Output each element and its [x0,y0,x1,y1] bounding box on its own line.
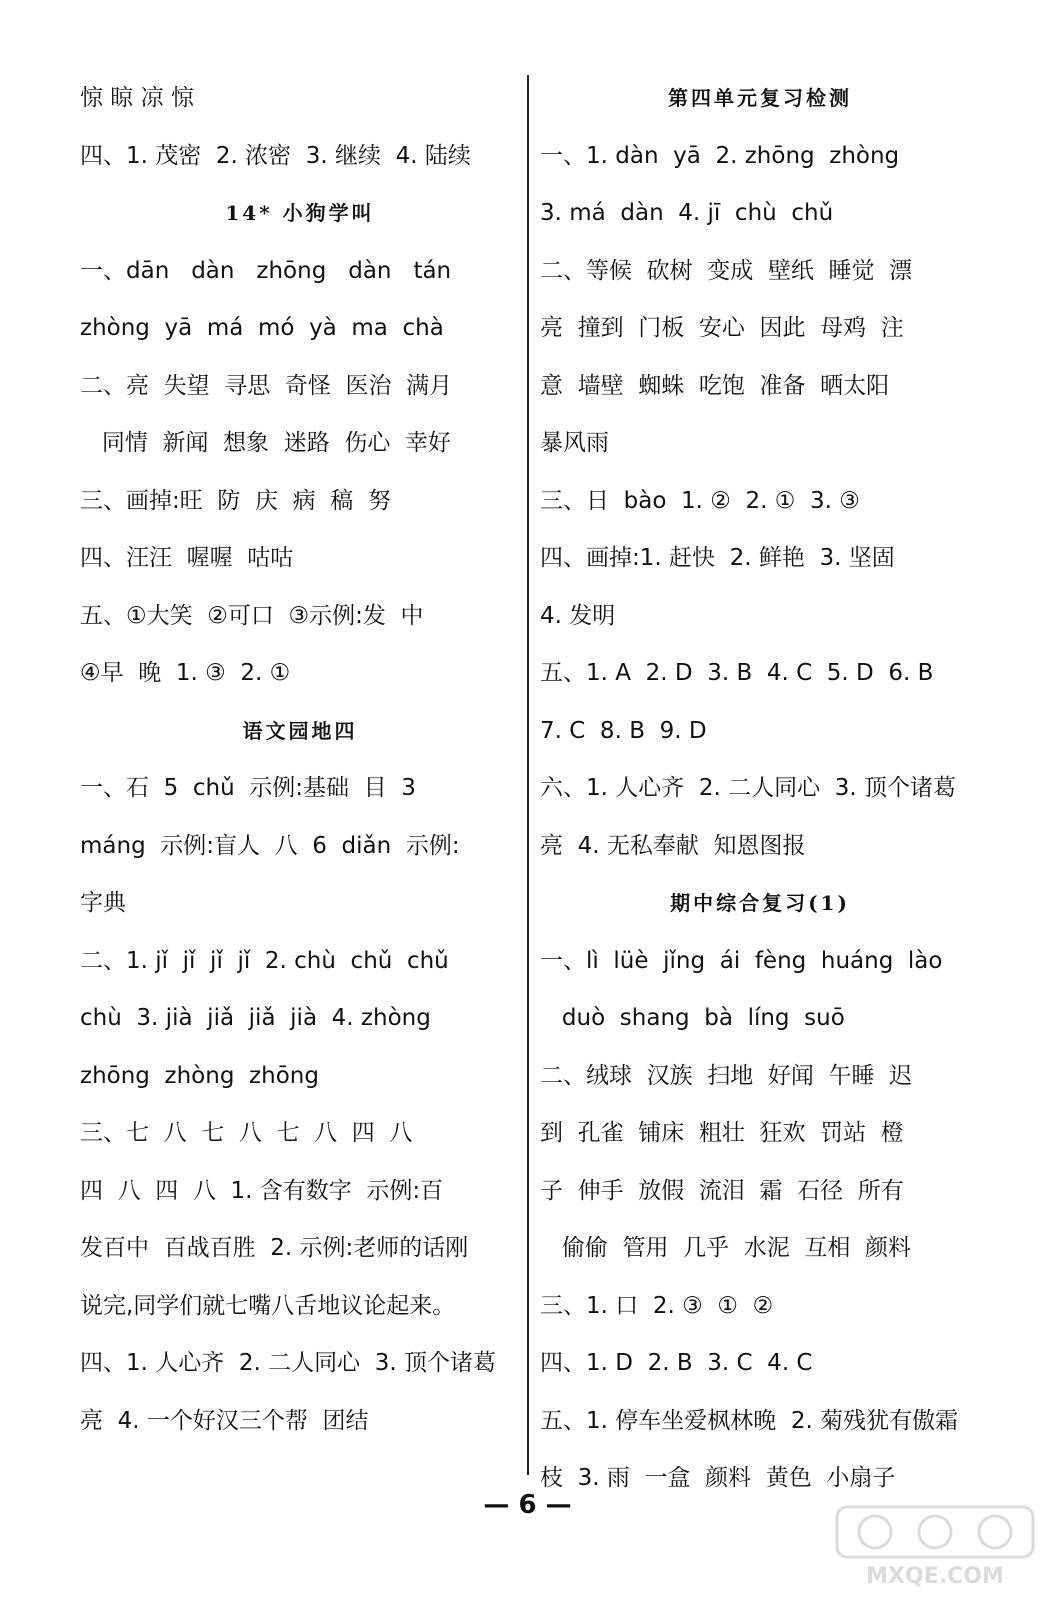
answer-line: 三、画掉:旺 防 庆 病 稿 努 [80,487,391,514]
answer-line: 亮 撞到 门板 安心 因此 母鸡 注 [540,315,904,341]
answer-line: 到 孔雀 铺床 粗壮 狂欢 罚站 橙 [540,1120,904,1146]
answer-line: 三、七 八 七 八 七 八 四 八 [80,1120,413,1146]
watermark-logo [835,1505,1035,1590]
answer-line: 四、画掉:1. 赶快 2. 鲜艳 3. 坚固 [540,545,895,571]
answer-line: ④早 晚 1. ③ 2. ① [80,660,291,686]
answer-line: 四 八 四 八 1. 含有数字 示例:百 [80,1177,444,1204]
answer-line: 三、日 bào 1. ② 2. ① 3. ③ [540,487,860,514]
answer-line: 一、lì lüè jǐng ái fèng huáng lào [540,947,943,974]
answer-line: 4. 发明 [540,602,616,629]
section-heading: 期中综合复习(1) [670,891,850,915]
answer-line: chù 3. jià jiǎ jiǎ jià 4. zhòng [80,1005,431,1031]
answer-line: 亮 4. 无私奉献 知恩图报 [540,832,806,859]
answer-line: zhòng yā má mó yà ma chà [80,315,444,341]
answer-line: 枝 3. 雨 一盒 颜料 黄色 小扇子 [540,1465,896,1491]
answer-line: 发百中 百战百胜 2. 示例:老师的话刚 [80,1235,469,1261]
answer-line: duò shang bà líng suō [540,1005,845,1031]
answer-line: 3. má dàn 4. jī chù chǔ [540,200,834,226]
answer-line: 二、亮 失望 寻思 奇怪 医治 满月 [80,372,453,399]
answer-line: 四、1. D 2. B 3. C 4. C [540,1350,813,1376]
answer-line: 同情 新闻 想象 迷路 伤心 幸好 [80,430,452,456]
answer-line: 二、等候 砍树 变成 壁纸 睡觉 漂 [540,257,913,284]
answer-line: 字典 [80,890,126,916]
answer-line: 偷偷 管用 几乎 水泥 互相 颜料 [540,1235,912,1261]
answer-line: 二、1. jǐ jǐ jǐ jǐ 2. chù chǔ chǔ [80,947,449,974]
answer-line: 六、1. 人心齐 2. 二人同心 3. 顶个诸葛 [540,775,957,801]
right-column [540,70,980,1508]
answer-line: 说完,同学们就七嘴八舌地议论起来。 [80,1292,456,1319]
watermark-text: MXQE.COM [866,1564,1004,1589]
answer-line: 五、①大笑 ②可口 ③示例:发 中 [80,602,424,629]
answer-line: 亮 4. 一个好汉三个帮 团结 [80,1407,369,1434]
answer-line: 惊 晾 凉 惊 [80,85,194,111]
answer-line: 四、1. 人心齐 2. 二人同心 3. 顶个诸葛 [80,1350,497,1376]
answer-line: 一、dān dàn zhōng dàn tán [80,257,452,284]
answer-line: zhōng zhòng zhōng [80,1062,319,1089]
answer-line: 暴风雨 [540,430,609,456]
answer-line: 四、汪汪 喔喔 咕咕 [80,545,294,571]
answer-line: 一、1. dàn yā 2. zhōng zhòng [540,142,900,169]
left-column [80,70,520,1450]
answer-line: 子 伸手 放假 流泪 霜 石径 所有 [540,1177,904,1204]
answer-line: 意 墙壁 蜘蛛 吃饱 准备 晒太阳 [540,372,890,399]
column-divider [527,75,529,1475]
answer-line: 一、石 5 chǔ 示例:基础 目 3 [80,775,416,801]
answer-line: 四、1. 茂密 2. 浓密 3. 继续 4. 陆续 [80,142,471,169]
answer-line: máng 示例:盲人 八 6 diǎn 示例: [80,832,460,859]
answer-line: 五、1. 停车坐爱枫林晚 2. 菊残犹有傲霜 [540,1407,959,1434]
page-number: — 6 — [483,1490,572,1520]
section-heading: 第四单元复习检测 [668,86,852,110]
section-heading: 语文园地四 [242,718,358,743]
answer-line: 二、绒球 汉族 扫地 好闻 午睡 迟 [540,1062,913,1089]
section-heading: 14* 小狗学叫 [225,201,375,225]
answer-line: 五、1. A 2. D 3. B 4. C 5. D 6. B [540,660,934,686]
answer-line: 7. C 8. B 9. D [540,717,707,744]
answer-line: 三、1. 口 2. ③ ① ② [540,1292,774,1319]
